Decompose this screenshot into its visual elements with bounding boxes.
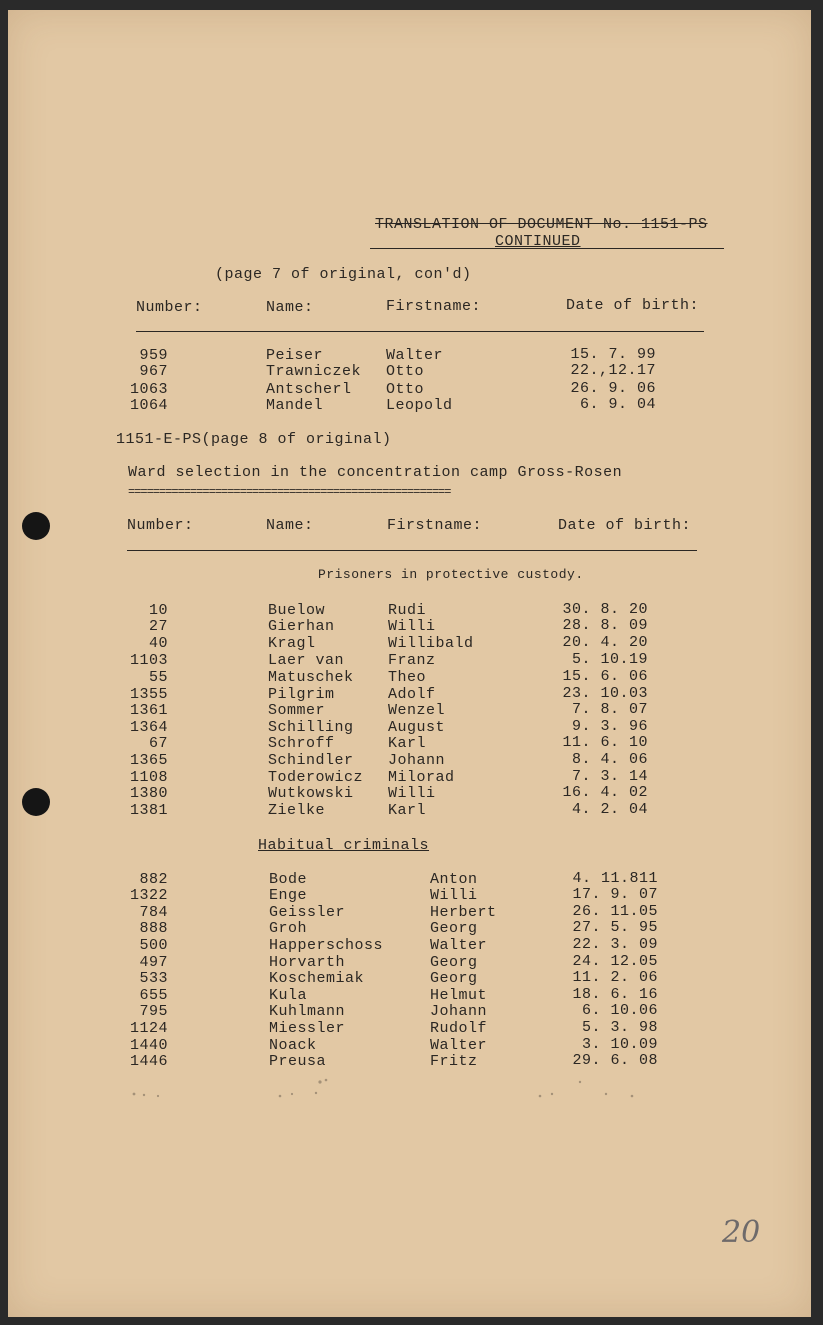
cell-name: Pilgrim <box>268 686 335 703</box>
cell-birth: 22. 3. 09 <box>572 936 658 953</box>
cell-birth: 26. 9. 06 <box>570 380 656 397</box>
cell-name: Kula <box>269 987 308 1004</box>
cell-number: 882 <box>139 871 168 888</box>
cell-birth: 17. 9. 07 <box>572 886 658 903</box>
cell-firstname: Otto <box>386 381 425 398</box>
cell-name: Sommer <box>268 702 326 719</box>
cell-birth: 11. 6. 10 <box>562 734 648 751</box>
cell-firstname: Willi <box>388 618 436 635</box>
cell-birth: 7. 3. 14 <box>571 768 648 785</box>
cell-birth: 4. 2. 04 <box>571 801 648 818</box>
col-header-birth: Date of birth: <box>566 297 700 314</box>
cell-name: Miessler <box>269 1020 346 1037</box>
cell-birth: 11. 2. 06 <box>572 969 658 986</box>
cell-name: Happerschoss <box>269 937 384 954</box>
cell-name: Kuhlmann <box>269 1003 346 1020</box>
cell-birth: 20. 4. 20 <box>562 634 648 651</box>
cell-number: 655 <box>139 987 168 1004</box>
col-header-name: Name: <box>266 299 314 316</box>
cell-name: Gierhan <box>268 618 335 635</box>
col-header-firstname: Firstname: <box>386 298 482 315</box>
cell-firstname: Willibald <box>388 635 474 652</box>
cell-firstname: Adolf <box>388 686 436 703</box>
col-header-number: Number: <box>127 517 194 534</box>
cell-number: 40 <box>148 635 168 652</box>
cell-birth: 23. 10.03 <box>562 685 648 702</box>
cell-firstname: Rudolf <box>430 1020 488 1037</box>
header-rule <box>370 248 724 249</box>
cell-name: Buelow <box>268 602 326 619</box>
cell-name: Zielke <box>268 802 326 819</box>
cell-number: 795 <box>139 1003 168 1020</box>
cell-number: 888 <box>139 920 168 937</box>
cell-name: Matuschek <box>268 669 354 686</box>
cell-number: 10 <box>148 602 168 619</box>
cell-number: 1124 <box>129 1020 168 1037</box>
cell-number: 55 <box>148 669 168 686</box>
cell-firstname: Georg <box>430 970 478 987</box>
cell-name: Schilling <box>268 719 354 736</box>
cell-number: 1063 <box>129 381 168 398</box>
cell-name: Koschemiak <box>269 970 365 987</box>
cell-number: 1355 <box>129 686 168 703</box>
cell-firstname: August <box>388 719 446 736</box>
cell-name: Mandel <box>266 397 324 414</box>
cell-name: Antscherl <box>266 381 352 398</box>
cell-firstname: Fritz <box>430 1053 478 1070</box>
document-subtitle: CONTINUED <box>495 233 581 250</box>
section2-heading: Ward selection in the concentration camp Gross-Rosen <box>128 464 623 481</box>
cell-number: 497 <box>139 954 168 971</box>
cell-birth: 5. 10.19 <box>571 651 648 668</box>
col-header-number: Number: <box>136 299 203 316</box>
document-title: TRANSLATION OF DOCUMENT No. 1151-PS <box>375 216 708 233</box>
cell-name: Peiser <box>266 347 324 364</box>
cell-number: 1364 <box>129 719 168 736</box>
section1-caption: (page 7 of original, con'd) <box>215 266 472 283</box>
cell-birth: 18. 6. 16 <box>572 986 658 1003</box>
cell-number: 500 <box>139 937 168 954</box>
cell-firstname: Walter <box>430 1037 488 1054</box>
cell-firstname: Theo <box>388 669 427 686</box>
cell-birth: 24. 12.05 <box>572 953 658 970</box>
cell-number: 1361 <box>129 702 168 719</box>
cell-firstname: Wenzel <box>388 702 446 719</box>
document-reference: 1151-E-PS(page 8 of original) <box>116 431 392 448</box>
cell-firstname: Leopold <box>386 397 453 414</box>
cell-number: 1103 <box>129 652 168 669</box>
cell-name: Trawniczek <box>266 363 362 380</box>
group-title-protective-custody: Prisoners in protective custody. <box>318 567 584 582</box>
handwritten-page-number: 20 <box>722 1215 761 1250</box>
cell-name: Schroff <box>268 735 335 752</box>
header-rule <box>127 550 697 551</box>
cell-firstname: Georg <box>430 920 478 937</box>
cell-number: 1064 <box>129 397 168 414</box>
cell-number: 1380 <box>129 785 168 802</box>
cell-birth: 28. 8. 09 <box>562 617 648 634</box>
header-rule <box>136 331 704 332</box>
cell-number: 533 <box>139 970 168 987</box>
cell-name: Horvarth <box>269 954 346 971</box>
cell-birth: 5. 3. 98 <box>581 1019 658 1036</box>
col-header-name: Name: <box>266 517 314 534</box>
cell-name: Kragl <box>268 635 316 652</box>
cell-firstname: Rudi <box>388 602 427 619</box>
cell-name: Preusa <box>269 1053 327 1070</box>
cell-name: Noack <box>269 1037 317 1054</box>
cell-firstname: Walter <box>430 937 488 954</box>
cell-number: 1446 <box>129 1053 168 1070</box>
cell-firstname: Milorad <box>388 769 455 786</box>
cell-birth: 26. 11.05 <box>572 903 658 920</box>
cell-birth: 8. 4. 06 <box>571 751 648 768</box>
cell-number: 1108 <box>129 769 168 786</box>
cell-number: 27 <box>148 618 168 635</box>
cell-name: Groh <box>269 920 308 937</box>
cell-firstname: Otto <box>386 363 425 380</box>
cell-firstname: Karl <box>388 735 427 752</box>
cell-firstname: Georg <box>430 954 478 971</box>
cell-number: 784 <box>139 904 168 921</box>
cell-name: Laer van <box>268 652 345 669</box>
cell-name: Toderowicz <box>268 769 364 786</box>
cell-firstname: Herbert <box>430 904 497 921</box>
cell-firstname: Johann <box>388 752 446 769</box>
cell-firstname: Anton <box>430 871 478 888</box>
cell-number: 959 <box>139 347 168 364</box>
punch-hole <box>22 512 50 540</box>
col-header-firstname: Firstname: <box>387 517 483 534</box>
punch-hole <box>22 788 50 816</box>
group-title-habitual-criminals: Habitual criminals <box>258 837 430 854</box>
cell-number: 1322 <box>129 887 168 904</box>
cell-name: Enge <box>269 887 308 904</box>
cell-firstname: Helmut <box>430 987 488 1004</box>
heading-double-underline: ==================================================== <box>128 485 451 499</box>
cell-name: Schindler <box>268 752 354 769</box>
cell-firstname: Franz <box>388 652 436 669</box>
cell-number: 1440 <box>129 1037 168 1054</box>
cell-birth: 6. 9. 04 <box>579 396 656 413</box>
cell-birth: 16. 4. 02 <box>562 784 648 801</box>
cell-firstname: Willi <box>430 887 478 904</box>
cell-number: 967 <box>139 363 168 380</box>
cell-birth: 7. 8. 07 <box>571 701 648 718</box>
cell-number: 1381 <box>129 802 168 819</box>
cell-name: Wutkowski <box>268 785 354 802</box>
cell-birth: 30. 8. 20 <box>562 601 648 618</box>
cell-birth: 27. 5. 95 <box>572 919 658 936</box>
col-header-birth: Date of birth: <box>558 517 692 534</box>
cell-birth: 15. 6. 06 <box>562 668 648 685</box>
cell-birth: 6. 10.06 <box>581 1002 658 1019</box>
cell-number: 1365 <box>129 752 168 769</box>
cell-number: 67 <box>148 735 168 752</box>
cell-birth: 22.,12.17 <box>570 362 656 379</box>
cell-firstname: Johann <box>430 1003 488 1020</box>
illegible-marks <box>120 1072 660 1102</box>
cell-birth: 15. 7. 99 <box>570 346 656 363</box>
cell-name: Bode <box>269 871 308 888</box>
cell-firstname: Walter <box>386 347 444 364</box>
cell-birth: 9. 3. 96 <box>571 718 648 735</box>
cell-birth: 4. 11.811 <box>572 870 658 887</box>
cell-name: Geissler <box>269 904 346 921</box>
cell-firstname: Willi <box>388 785 436 802</box>
cell-firstname: Karl <box>388 802 427 819</box>
cell-birth: 3. 10.09 <box>581 1036 658 1053</box>
cell-birth: 29. 6. 08 <box>572 1052 658 1069</box>
